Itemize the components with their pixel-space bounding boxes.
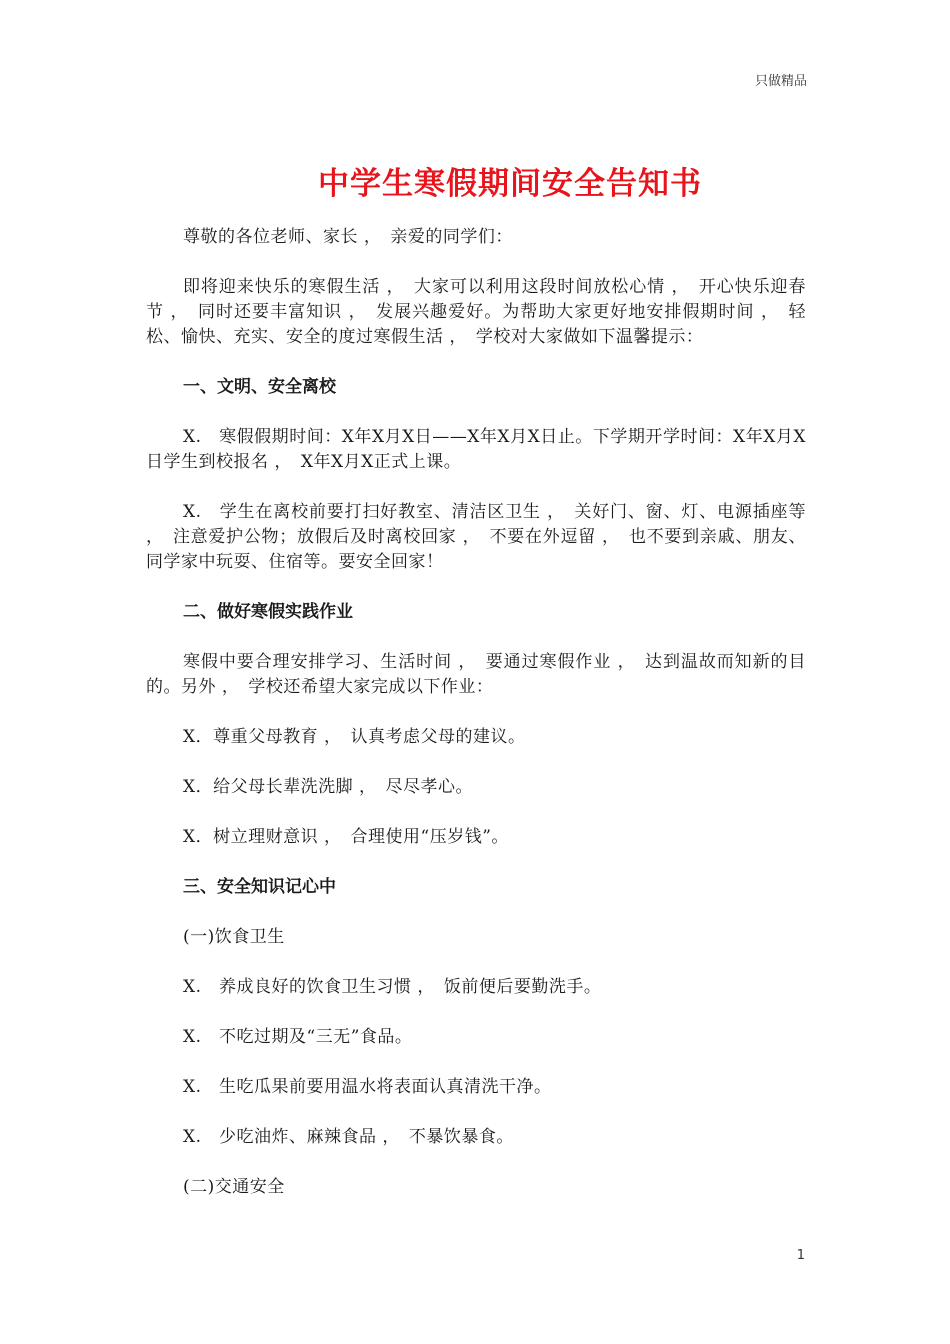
food-item-2: X. 不吃过期及“三无”食品。 [183,1027,413,1047]
food-item-3: X. 生吃瓜果前要用温水将表面认真清洗干净。 [183,1077,552,1097]
food-item-1: X. 养成良好的饮食卫生习惯 ， 饭前便后要勤洗手。 [183,977,602,997]
section-2-item-2: X．给父母长辈洗洗脚 ， 尽尽孝心。 [183,777,474,797]
section-2-intro: 寒假中要合理安排学习、生活时间 ， 要通过寒假作业 ， 达到温故而知新的目的。另外 ， 学校还希望大家完成以下作业： [146,652,806,697]
greeting: 尊敬的各位老师、家长 ， 亲爱的同学们： [183,227,513,247]
section-3-heading: 三、安全知识记心中 [183,877,336,897]
food-item-4: X. 少吃油炸、麻辣食品 ， 不暴饮暴食。 [183,1127,514,1147]
intro-paragraph: 即将迎来快乐的寒假生活 ， 大家可以利用这段时间放松心情 ， 开心快乐迎春节 ， 同时还要丰富知识 ， 发展兴趣爱好。为帮助大家更好地安排假期时间 ， 轻松、愉快、充实、安全的度过寒假生活 ， 学校对大家做如下温馨提示： [146,277,806,347]
document-body [146,225,806,1200]
page-number: 1 [796,1248,805,1263]
section-1-item-1: X. 寒假假期时间：X年X月X日——X年X月X日止。下学期开学时间：X年X月X日学生到校报名 ， X年X月X正式上课。 [146,427,806,472]
subsection-traffic-heading: (二)交通安全 [183,1177,285,1197]
section-1-item-2: X. 学生在离校前要打扫好教室、清洁区卫生 ， 关好门、窗、灯、电源插座等 ， 注意爱护公物；放假后及时离校回家 ， 不要在外逗留 ， 也不要到亲戚、朋友、同学家中玩耍、住宿等。要安全回家！ [146,502,806,572]
section-2-item-3: X．树立理财意识 ， 合理使用“压岁钱”。 [183,827,509,847]
section-2-heading: 二、做好寒假实践作业 [183,602,353,622]
section-2-item-1: X．尊重父母教育 ， 认真考虑父母的建议。 [183,727,526,747]
document-title: 中学生寒假期间安全告知书 [318,166,702,202]
subsection-food-heading: (一)饮食卫生 [183,927,285,947]
header-tag: 只做精品 [754,74,807,89]
section-1-heading: 一、文明、安全离校 [183,377,336,397]
